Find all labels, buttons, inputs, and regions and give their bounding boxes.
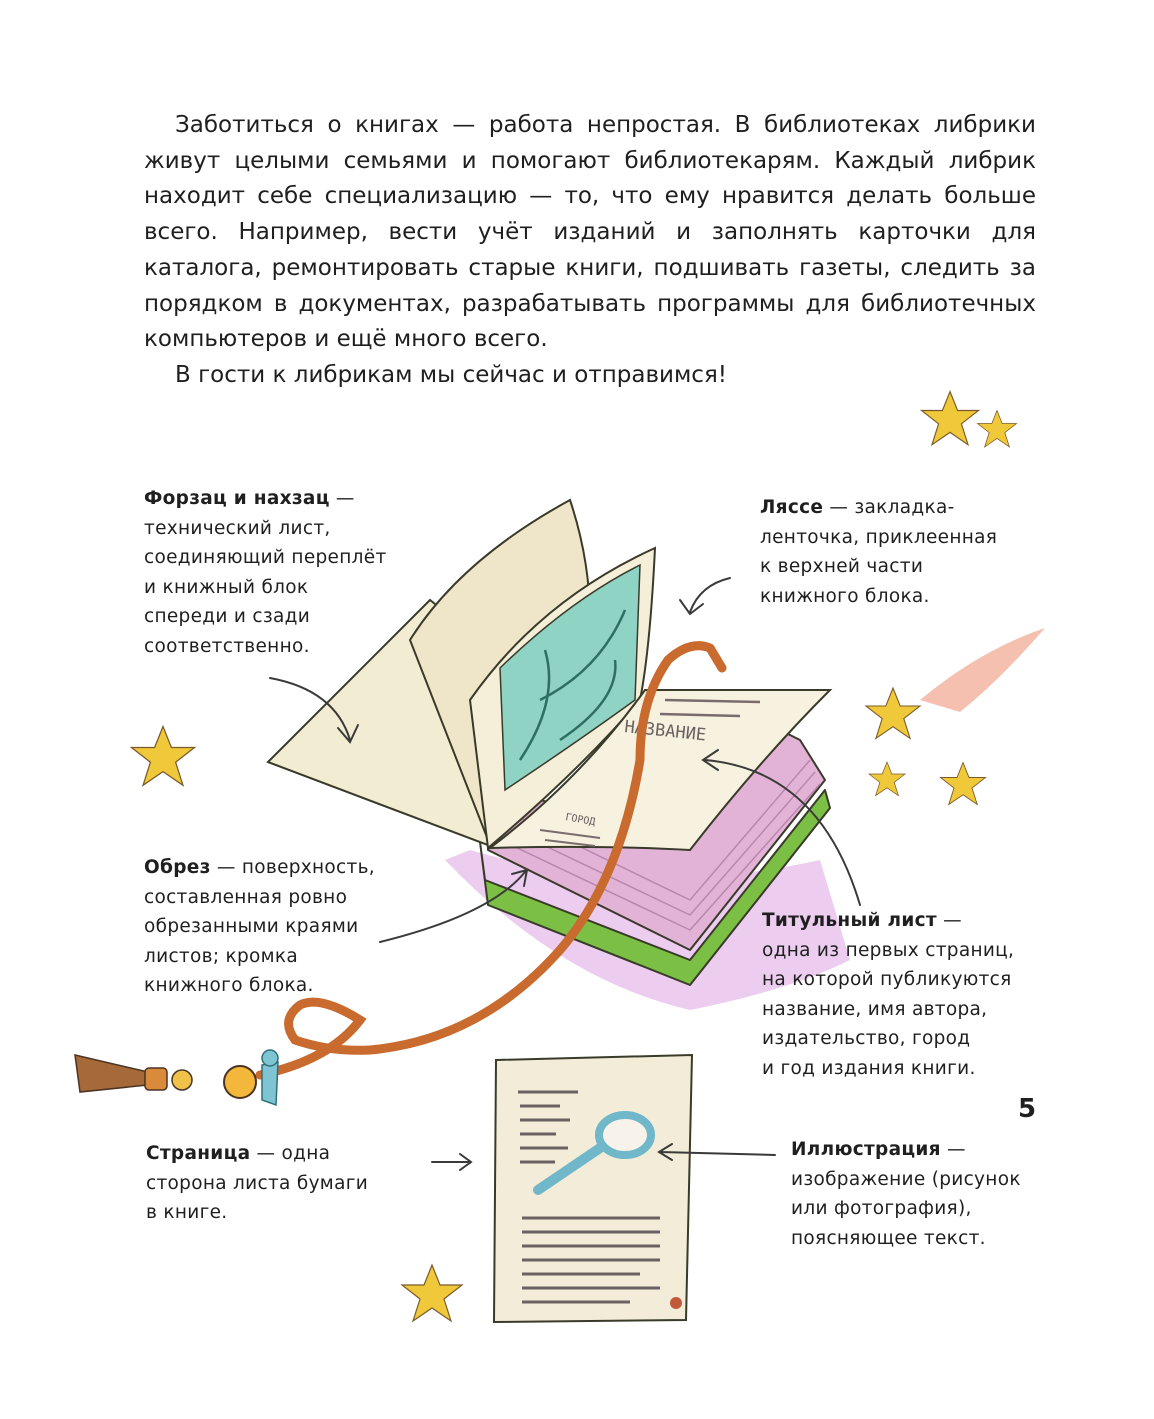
caption-line: соединяющий переплёт [144, 547, 387, 569]
caption-line: одна из первых страниц, [762, 939, 1015, 961]
caption-line: поясняющее текст. [791, 1227, 986, 1249]
caption-line: спереди и сзади [144, 606, 311, 628]
tassel [75, 1050, 278, 1105]
caption-line: на которой публикуются [762, 969, 1012, 991]
caption-line: ленточка, приклеенная [760, 526, 998, 548]
caption-dash: — одна [250, 1143, 331, 1164]
title-page-heading: НАЗВАНИЕ [623, 717, 708, 746]
illustrated-page [494, 1055, 692, 1322]
caption-line: технический лист, [144, 517, 331, 539]
caption-line: книжного блока. [144, 975, 314, 997]
star-icon [922, 392, 979, 445]
star-icon [978, 411, 1017, 447]
star-icon [941, 763, 986, 805]
arrow-stranica [432, 1154, 471, 1170]
caption-line: или фотография), [791, 1198, 972, 1220]
caption-line: книжного блока. [760, 585, 930, 607]
caption-dash: — [936, 910, 962, 931]
caption-term: Ляссе [760, 497, 824, 518]
caption-dash: — [329, 488, 355, 509]
caption-titul [762, 906, 1014, 1084]
intro-paragraph: Заботиться о книгах — работа непростая. В библиотеках либрики живут целыми семьями и помогают библиотекарям. Каждый либрик находит себе специализацию — то, что ему нравится делать больше всего. Например, вести учёт изданий и заполнять карточки для каталога, ремонтировать старые книги, подшивать газеты, следить за порядком в документах, разрабатывать программы для библиотечных компьютеров и ещё много всего. [144, 112, 1036, 353]
star-icon [132, 727, 195, 786]
caption-term: Страница [146, 1143, 251, 1164]
page-number: 5 [1018, 1094, 1037, 1124]
caption-line: название, имя автора, [762, 998, 988, 1020]
caption-line: в книге. [146, 1202, 228, 1224]
caption-dash: — [940, 1139, 966, 1160]
caption-line: составленная ровно [144, 886, 348, 908]
star-icon [869, 762, 905, 796]
caption-line: сторона листа бумаги [146, 1172, 369, 1194]
arrow-lyasse [680, 578, 730, 614]
caption-line: изображение (рисунок [791, 1168, 1021, 1190]
caption-line: соответственно. [144, 635, 310, 657]
caption-term: Обрез [144, 857, 211, 878]
caption-illustr [791, 1135, 1021, 1253]
caption-dash: — закладка- [823, 497, 955, 518]
caption-term: Иллюстрация [791, 1139, 941, 1160]
caption-line: листов; кромка [144, 945, 299, 967]
comet-tail [920, 628, 1045, 712]
caption-lyasse [760, 493, 997, 611]
caption-term: Титульный лист [762, 910, 937, 931]
caption-line: обрезанными краями [144, 916, 359, 938]
caption-obrez [144, 853, 375, 1001]
caption-line: и книжный блок [144, 576, 309, 598]
caption-line: и год издания книги. [762, 1057, 976, 1079]
caption-forzac [144, 484, 387, 662]
intro-paragraph: В гости к либрикам мы сейчас и отправимся! [175, 361, 727, 388]
caption-stranica [146, 1139, 368, 1228]
caption-dash: — поверхность, [210, 857, 375, 878]
star-icon [866, 688, 920, 738]
title-page-city: ГОРОД [564, 812, 597, 829]
caption-line: издательство, город [762, 1028, 971, 1050]
caption-line: к верхней части [760, 556, 924, 578]
star-icon [402, 1265, 462, 1321]
intro-text [144, 108, 1036, 394]
caption-term: Форзац и нахзац [144, 488, 330, 509]
